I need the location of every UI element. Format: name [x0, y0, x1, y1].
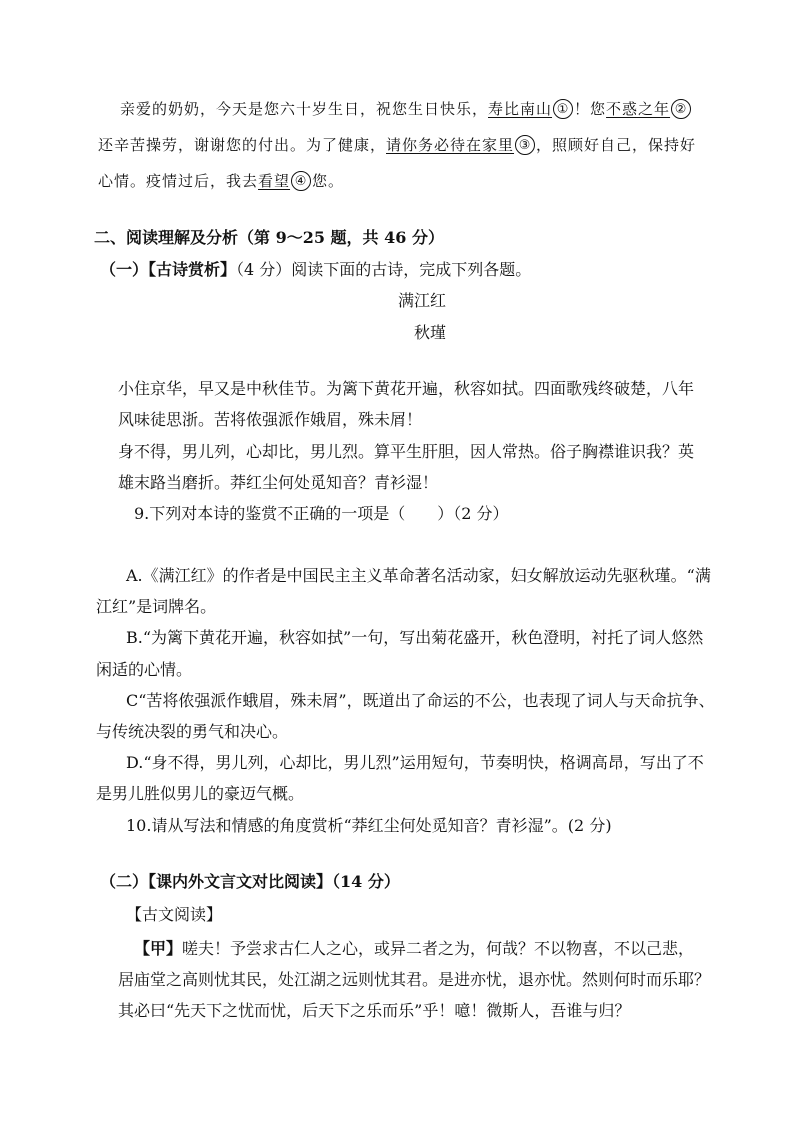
circled-number-1: ①	[553, 99, 573, 119]
letter-line-2	[98, 134, 696, 156]
part1-instruction: 阅读下面的古诗，完成下列各题。	[291, 260, 532, 279]
jia-line-1	[134, 938, 694, 960]
underlined-phrase-3: 请你务必待在家里 ③	[386, 136, 536, 154]
jia-line-3: 其必曰“先天下之忧而忧，后天下之乐而乐”乎！噫！微斯人，吾谁与归？	[118, 1001, 631, 1020]
q9-option-b: B.“为篱下黄花开遍，秋容如拭”一句，写出菊花盛开，秋色澄明，衬托了词人悠然	[126, 628, 704, 647]
underlined-phrase-1: 寿比南山 ①	[488, 100, 574, 118]
q9-option-c-cont: 与传统决裂的勇气和决心。	[96, 722, 289, 741]
jia-label: 【甲】	[134, 939, 183, 958]
circled-number-3: ③	[515, 135, 535, 155]
q9-option-d-cont: 是男儿胜似男儿的豪迈气概。	[96, 784, 305, 803]
circled-number-2: ②	[671, 99, 691, 119]
q9-option-b-cont: 闲适的心情。	[96, 660, 193, 679]
poem-author: 秋瑾	[414, 323, 447, 342]
letter-line-1	[120, 98, 692, 120]
q9-option-a-cont: 江红”是词牌名。	[96, 597, 217, 616]
question-9: 9.下列对本诗的鉴赏不正确的一项是（ ）（2 分）	[134, 504, 509, 523]
question-10: 10.请从写法和情感的角度赏析“莽红尘何处觅知音？青衫湿”。(2 分)	[126, 816, 612, 835]
poem-line: 身不得，男儿列，心却比，男儿烈。算平生肝胆，因人常热。俗子胸襟谁识我？英	[118, 442, 695, 461]
letter-text: 亲爱的奶奶，今天是您六十岁生日，祝您生日快乐，	[120, 100, 489, 118]
section-title: 二、阅读理解及分析（第 9～25 题，共 46 分）	[94, 228, 444, 247]
poem-line: 风味徒思浙。苦将侬强派作娥眉，殊未屑！	[118, 410, 423, 429]
part1-score: （4 分）	[236, 260, 292, 279]
jia-text: 嗟夫！予尝求古仁人之心，或异二者之为，何哉？不以物喜，不以己悲，	[182, 939, 695, 958]
poem-line: 雄末路当磨折。莽红尘何处觅知音？青衫湿！	[118, 473, 439, 492]
letter-text: 还辛苦操劳，谢谢您的付出。为了健康，	[98, 136, 387, 154]
underlined-phrase-4: 看望 ④	[258, 172, 312, 190]
letter-line-3	[98, 170, 344, 192]
letter-text: 您。	[312, 172, 345, 190]
part1-label: （一）【古诗赏析】	[100, 260, 237, 279]
poem-line: 小住京华，早又是中秋佳节。为篱下黄花开遍，秋容如拭。四面歌残终破楚，八年	[118, 379, 695, 398]
letter-text: ，照顾好自己，保持好	[536, 136, 697, 154]
part1-heading	[100, 259, 531, 281]
q9-option-d: D.“身不得，男儿列，心却比，男儿烈”运用短句，节奏明快，格调高昂，写出了不	[126, 753, 704, 772]
part2-heading: （二）【课内外文言文对比阅读】（14 分）	[100, 872, 400, 891]
circled-number-4: ④	[291, 171, 311, 191]
q9-option-a: A.《满江红》的作者是中国民主主义革命著名活动家，妇女解放运动先驱秋瑾。“满	[126, 566, 711, 585]
underlined-phrase-2: 不惑之年 ②	[606, 100, 692, 118]
poem-title: 满江红	[398, 291, 447, 310]
classical-heading: 【古文阅读】	[126, 905, 223, 924]
q9-option-c: C“苦将侬强派作蛾眉，殊未屑”，既道出了命运的不公，也表现了词人与天命抗争、	[126, 691, 715, 710]
jia-line-2: 居庙堂之高则忧其民，处江湖之远则忧其君。是进亦忧，退亦忧。然则何时而乐耶？	[118, 970, 711, 989]
letter-text: 心情。疫情过后，我去	[98, 172, 259, 190]
letter-text: ！您	[574, 100, 607, 118]
